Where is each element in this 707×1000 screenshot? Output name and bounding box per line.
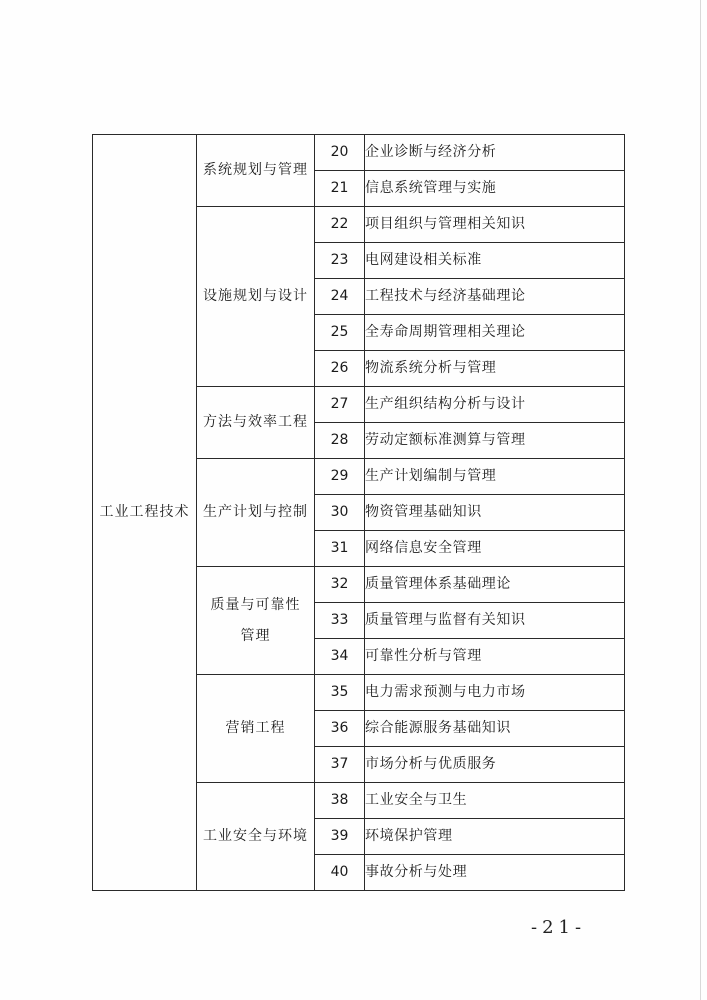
item-title: 电网建设相关标准	[365, 243, 625, 279]
group-name-line: 质量与可靠性	[210, 596, 301, 613]
item-number: 20	[315, 135, 365, 171]
item-title: 电力需求预测与电力市场	[365, 675, 625, 711]
item-title: 可靠性分析与管理	[365, 639, 625, 675]
table-body	[93, 135, 625, 891]
item-title: 全寿命周期管理相关理论	[365, 315, 625, 351]
group-name-line: 系统规划与管理	[203, 162, 308, 179]
group-name-line: 工业安全与环境	[203, 828, 308, 845]
group-cell	[197, 387, 315, 459]
page-number: -21-	[531, 917, 587, 938]
group-name-line: 方法与效率工程	[203, 414, 308, 431]
item-number: 28	[315, 423, 365, 459]
group-cell	[197, 783, 315, 891]
group-name-line: 生产计划与控制	[203, 504, 308, 521]
item-title: 环境保护管理	[365, 819, 625, 855]
group-cell	[197, 675, 315, 783]
item-number: 36	[315, 711, 365, 747]
item-title: 综合能源服务基础知识	[365, 711, 625, 747]
item-number: 31	[315, 531, 365, 567]
item-number: 25	[315, 315, 365, 351]
item-title: 企业诊断与经济分析	[365, 135, 625, 171]
item-number: 34	[315, 639, 365, 675]
table-row	[93, 135, 625, 171]
item-title: 工业安全与卫生	[365, 783, 625, 819]
item-number: 30	[315, 495, 365, 531]
item-number: 39	[315, 819, 365, 855]
item-number: 33	[315, 603, 365, 639]
item-title: 信息系统管理与实施	[365, 171, 625, 207]
item-title: 生产组织结构分析与设计	[365, 387, 625, 423]
item-title: 市场分析与优质服务	[365, 747, 625, 783]
item-title: 事故分析与处理	[365, 855, 625, 891]
item-title: 物流系统分析与管理	[365, 351, 625, 387]
group-name-line: 设施规划与设计	[203, 288, 308, 305]
item-number: 21	[315, 171, 365, 207]
syllabus-table	[92, 134, 625, 891]
group-cell	[197, 459, 315, 567]
item-number: 32	[315, 567, 365, 603]
item-number: 23	[315, 243, 365, 279]
item-title: 生产计划编制与管理	[365, 459, 625, 495]
group-cell	[197, 567, 315, 675]
group-name-line: 营销工程	[225, 720, 286, 737]
item-title: 项目组织与管理相关知识	[365, 207, 625, 243]
item-number: 26	[315, 351, 365, 387]
page-edge	[700, 0, 701, 1000]
item-number: 22	[315, 207, 365, 243]
item-number: 24	[315, 279, 365, 315]
item-title: 工程技术与经济基础理论	[365, 279, 625, 315]
item-title: 物资管理基础知识	[365, 495, 625, 531]
item-number: 40	[315, 855, 365, 891]
item-title: 质量管理与监督有关知识	[365, 603, 625, 639]
item-number: 38	[315, 783, 365, 819]
group-name-line: 管理	[240, 627, 271, 644]
group-cell	[197, 135, 315, 207]
item-title: 质量管理体系基础理论	[365, 567, 625, 603]
item-number: 35	[315, 675, 365, 711]
group-cell	[197, 207, 315, 387]
domain-cell: 工业工程技术	[93, 135, 197, 891]
item-number: 37	[315, 747, 365, 783]
item-title: 网络信息安全管理	[365, 531, 625, 567]
item-title: 劳动定额标准测算与管理	[365, 423, 625, 459]
item-number: 29	[315, 459, 365, 495]
item-number: 27	[315, 387, 365, 423]
